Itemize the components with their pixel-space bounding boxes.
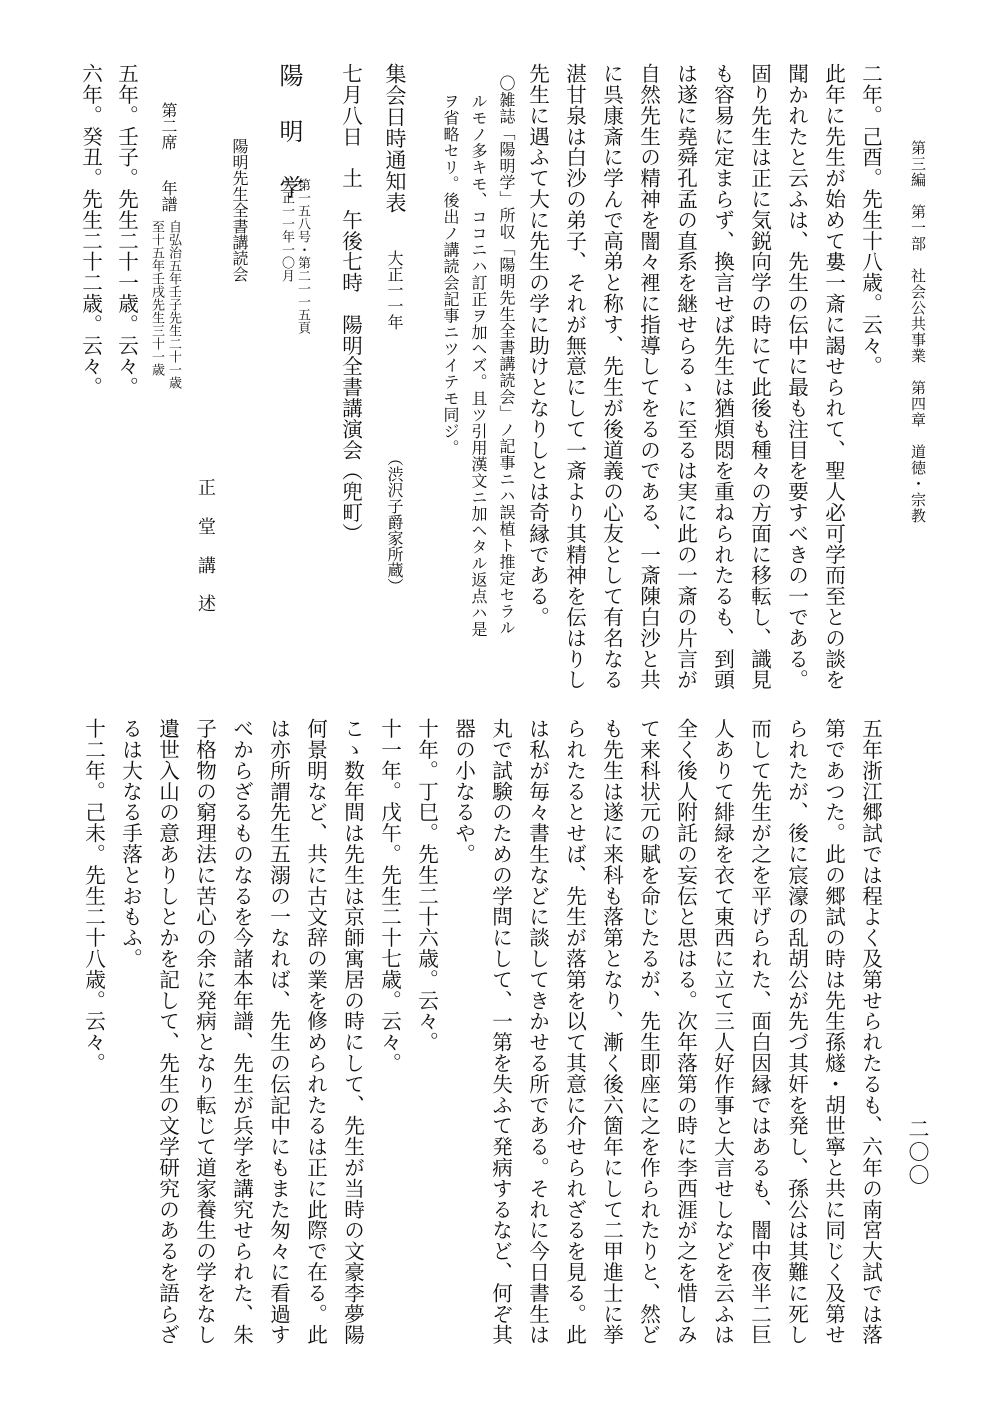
- text-column: られたが、後に宸濠の乱胡公が先づ其奸を発し、孫公は其難に死し: [784, 718, 809, 1345]
- text-column: 全く後人附託の妄伝と思はる。次年落第の時に李西涯が之を惜しみ: [673, 718, 698, 1345]
- text-column: 聞かれたと云ふは、先生の伝中に最も注目を要すべきの一である。: [784, 63, 809, 690]
- text-column: べからざるものなるを今諸本年譜、先生が兵学を講究せられた、朱: [229, 718, 254, 1345]
- text-column: 子格物の窮理法に苦心の余に発病となり転じて道家養生の学をなし: [192, 718, 217, 1345]
- running-head: 第三編 第一部 社会公共事業 第四章 道徳・宗教: [909, 140, 927, 524]
- text-column: 二年。己酉。先生十八歳。云々。: [858, 63, 883, 377]
- text-column: 人ありて緋緑を衣て東西に立て三人好作事と大言せしなどを云ふは: [710, 718, 735, 1345]
- text-column: は私が毎々書生などに談してきかせる所である。それに今日書生は: [525, 718, 550, 1345]
- text-column: 六年。癸丑。先生二十二歳。云々。: [78, 63, 103, 398]
- text-column: るは大なる手落とおもふ。: [118, 718, 143, 969]
- notice-source: （渋沢子爵家所蔵）: [385, 450, 404, 594]
- text-column: 何景明など、共に古文辞の業を修められたるは正に此際で在る。此: [303, 718, 328, 1345]
- text-column: 固り先生は正に気鋭向学の時にて此後も種々の方面に移転し、識見: [747, 63, 772, 690]
- section-label: 第二席: [159, 102, 178, 150]
- text-column: 第であつた。此の郷試の時は先生孫燧・胡世寧と共に同じく及第せ: [821, 718, 846, 1345]
- text-column: 五年。壬子。先生二十一歳。云々。: [114, 63, 139, 398]
- page-number: 二〇〇: [906, 1118, 930, 1187]
- text-column: は亦所謂先生五溺の一なれば、先生の伝記中にもまた匆々に看過す: [266, 718, 291, 1345]
- text-column: 十年。丁巳。先生二十六歳。云々。: [414, 718, 439, 1053]
- text-column: 十一年。戊午。先生二十七歳。云々。: [377, 718, 402, 1074]
- text-column: 湛甘泉は白沙の弟子、それが無意にして一斎より其精神を伝はりし: [562, 63, 587, 690]
- lecturer-char: 正: [195, 478, 216, 496]
- text-column: も容易に定まらず、換言せば先生は猶煩悶を重ねられたるも、到頭: [710, 63, 735, 690]
- nenpu-range-2: 至十五年壬戌先生三十一歳: [149, 220, 164, 376]
- journal-title: 陽 明 学: [275, 63, 303, 203]
- text-column: 丸で試験のための学問にして、一第を失ふて発病するなど、何ぞ其: [488, 718, 513, 1345]
- editor-note-line: ヲ省略セリ。後出ノ講読会記事ニツイテモ同ジ。: [441, 93, 460, 456]
- text-column: に呉康斎に学んで高弟と称す、先生が後道義の心友として有名なる: [599, 63, 624, 690]
- journal-date: 大正一一年一〇月: [279, 178, 294, 282]
- article-title: 陽明先生全書講読会: [230, 138, 249, 282]
- editor-note-line: ルモノ多キモ、ココニハ訂正ヲ加ヘズ。且ツ引用漢文ニ加ヘタル返点ハ是: [469, 93, 488, 638]
- notice-entry: 七月八日 土 午後七時 陽明全書講演会（兜町）: [338, 63, 363, 544]
- text-column: 而して先生が之を平げられた、面白因縁ではあるも、闇中夜半二巨: [747, 718, 772, 1345]
- text-column: 遺世入山の意ありしとかを記して、先生の文学研究のあるを語らざ: [155, 718, 180, 1345]
- nenpu-label: 年譜: [159, 180, 178, 212]
- editor-note-line: 〇雑誌「陽明学」所収「陽明先生全書講読会」ノ記事ニハ誤植ト推定セラル: [497, 75, 516, 636]
- text-column: られたるとせば、先生が落第を以て其意に介せられざるを見る。此: [562, 718, 587, 1345]
- lecturer-char: 堂: [195, 517, 216, 535]
- lecturer-char: 述: [195, 594, 216, 612]
- lecturer-char: 講: [195, 556, 216, 574]
- text-column: も先生は遂に来科も落第となり、漸く後六箇年にして二甲進士に挙: [599, 718, 624, 1345]
- notice-year: 大正一一年: [385, 250, 404, 330]
- text-column: て来科状元の賦を命じたるが、先生即座に之を作られたりと、然ど: [636, 718, 661, 1345]
- text-column: 自然先生の精神を闇々裡に指導してをるのである、一斎陳白沙と共: [636, 63, 661, 690]
- text-column: 先生に遇ふて大に先生の学に助けとなりしとは奇縁である。: [525, 63, 550, 628]
- text-column: 器の小なるや。: [451, 718, 476, 865]
- text-column: 五年浙江郷試では程よく及第せられたるも、六年の南宮大試では落: [858, 718, 883, 1345]
- notice-title: 集会日時通知表: [383, 63, 407, 214]
- text-column: 十二年。己未。先生二十八歳。云々。: [81, 718, 106, 1074]
- text-column: こゝ数年間は先生は京師寓居の時にして、先生が当時の文豪李夢陽: [340, 718, 365, 1345]
- text-column: 此年に先生が始めて婁一斎に謁せられて、聖人必可学而至との談を: [821, 63, 846, 690]
- journal-issue: 第一五八号・第二一一五頁: [295, 178, 310, 334]
- text-column: は遂に堯舜孔孟の直系を継せらるゝに至るは実に此の一斎の片言が: [673, 63, 698, 690]
- nenpu-range-1: 自弘治五年壬子先生二十一歳: [166, 220, 181, 389]
